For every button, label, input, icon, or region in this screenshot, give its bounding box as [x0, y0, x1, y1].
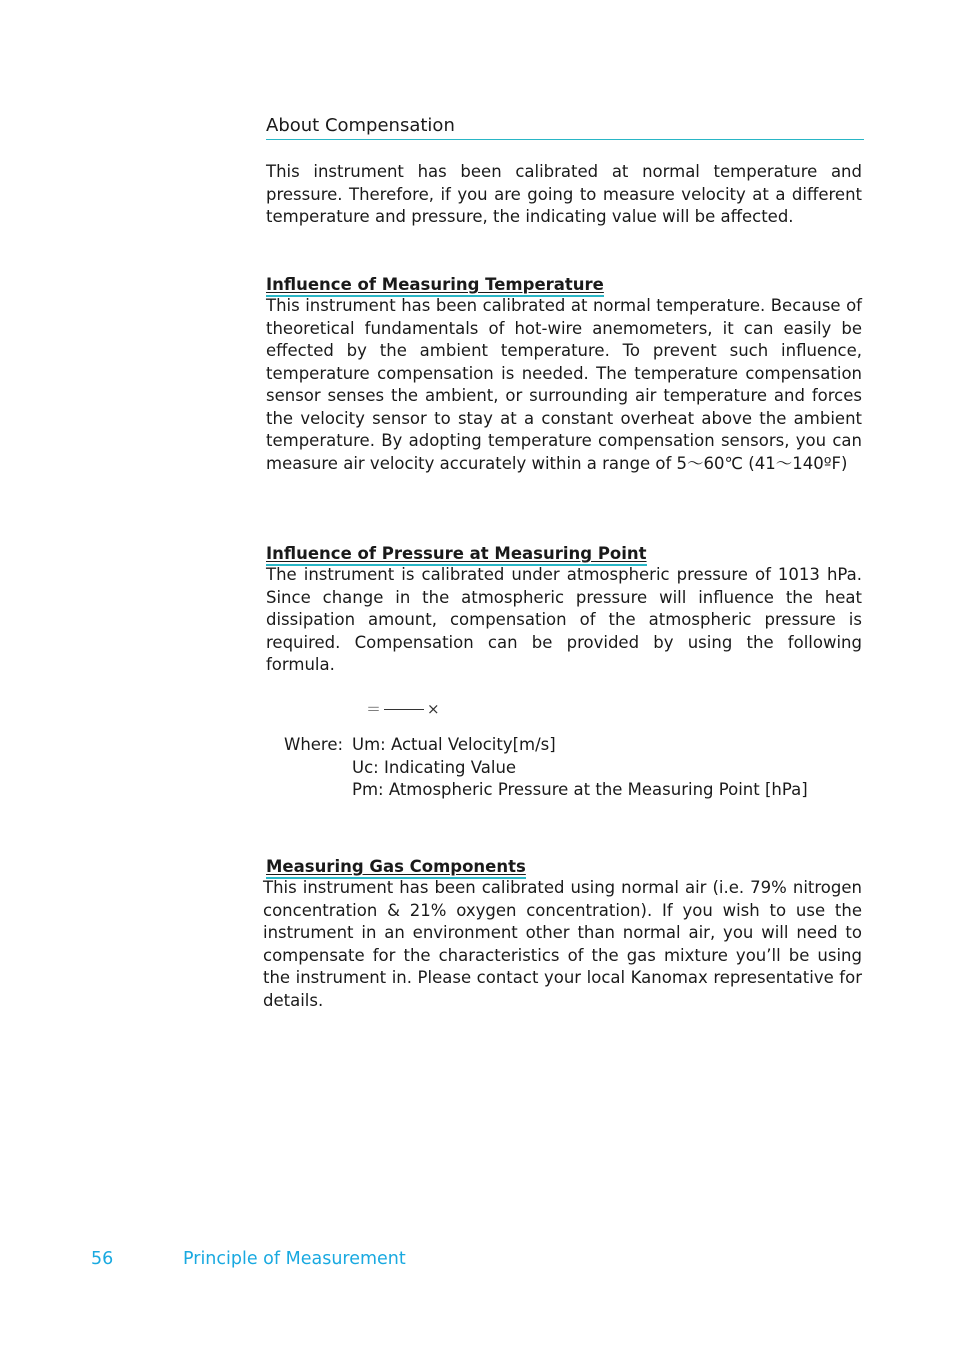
page-number: 56 — [91, 1249, 114, 1269]
variable-um: Um: Actual Velocity[m/s] — [352, 735, 556, 754]
variable-definitions — [284, 734, 808, 802]
intro-paragraph: This instrument has been calibrated at normal temperature and pressure. Therefore, if you are going to measure velocity at a different temperature and pressure, the indicating value will be affected. — [266, 162, 862, 226]
pressure-section-heading — [266, 544, 647, 566]
page-title: About Compensation — [266, 114, 864, 140]
formula-times-sign: × — [427, 700, 440, 718]
temperature-heading-text: Influence of Measuring Temperature — [266, 275, 604, 294]
pressure-heading-text: Influence of Pressure at Measuring Point — [266, 544, 647, 563]
pressure-paragraph: The instrument is calibrated under atmospheric pressure of 1013 hPa. Since change in the atmospheric pressure will influence the heat dissipation amount, compensation of the atmospheric pressure is required. Compensation can be provided by using the following formula. — [266, 565, 862, 674]
gas-section-heading — [266, 857, 526, 879]
temperature-section-heading — [266, 275, 604, 297]
variable-uc: Uc: Indicating Value — [352, 757, 517, 777]
temperature-paragraph: This instrument has been calibrated at normal temperature. Because of theoretical fundamentals of hot-wire anemometers, it can easily be effected by the ambient temperature. To prevent such influence, temperature compensation is needed. The temperature compensation sensor senses the ambient, or surrounding air temperature and forces the velocity sensor to stay at a constant overheat above the ambient temperature. By adopting temperature compensation sensors, you can measure air velocity accurately within a range of 5～60℃ (41～140ºF) — [266, 296, 862, 473]
compensation-formula — [366, 700, 440, 718]
gas-paragraph: This instrument has been calibrated using normal air (i.e. 79% nitrogen concentration & 21% oxygen concentration). If you wish to use the instrument in an environment other than normal air, you will need to compensate for the characteristics of the gas mixture you’ll be using the instrument in. Please contact your local Kanomax representative for details. — [263, 878, 862, 1010]
variable-pm: Pm: Atmospheric Pressure at the Measuring Point [hPa] — [352, 780, 808, 799]
chapter-name: Principle of Measurement — [183, 1249, 406, 1269]
variable-row — [284, 757, 808, 780]
gas-heading-text: Measuring Gas Components — [266, 857, 526, 876]
variable-row — [284, 734, 808, 757]
formula-fraction-line — [384, 709, 424, 710]
formula-equals-sign: ＝ — [366, 700, 382, 718]
variable-row — [284, 779, 808, 802]
where-label: Where: — [284, 735, 344, 754]
